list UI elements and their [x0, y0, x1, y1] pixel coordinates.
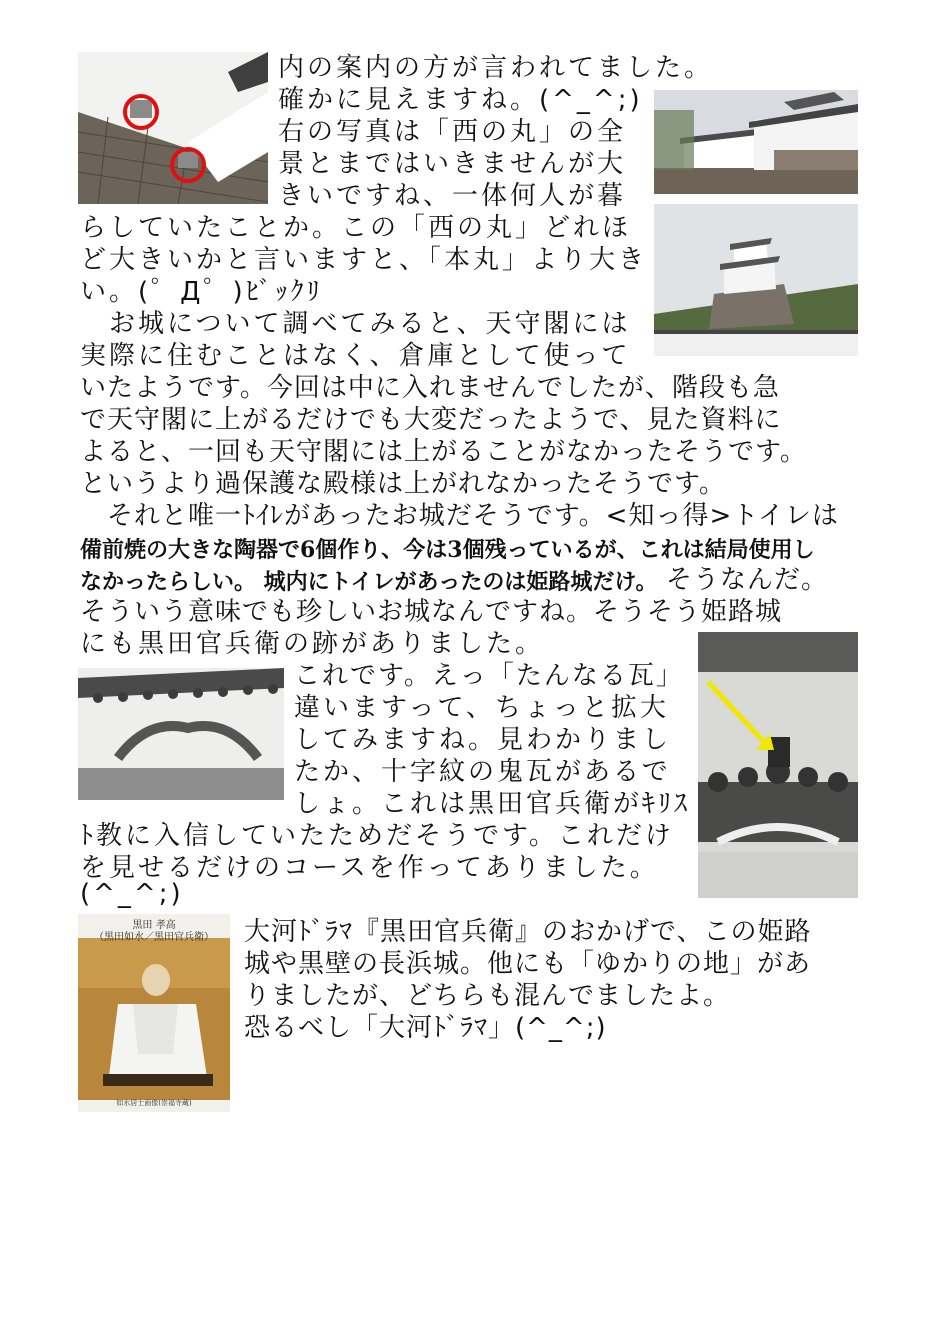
- text-line: たか、十字紋の鬼瓦があるで: [294, 757, 671, 787]
- portrait-title-block: [78, 920, 230, 944]
- text-line: 城や黒壁の長浜城。他にも「ゆかりの地」があ: [244, 949, 812, 979]
- roof-tiles-photo: [78, 668, 284, 800]
- cross-tile-closeup-photo: [698, 632, 858, 898]
- text-line: 備前焼の大きな陶器で6個作り、今は3個残っているが、これは結局使用し: [80, 537, 815, 563]
- text-line: きいですね、一体何人が暮: [278, 181, 627, 211]
- text-line: ﾄ教に入信していたためだそうです。これだけ: [80, 821, 674, 851]
- text-line: 大河ﾄﾞﾗﾏ『黒田官兵衛』のおかげで、この姫路: [244, 917, 812, 947]
- nishinomaru-photo: [654, 90, 858, 194]
- text-line: してみますね。見わかりまし: [294, 725, 672, 755]
- tenshu-view-photo: [654, 204, 858, 356]
- text-line: いたようです。今回は中に入れませんでしたが、階段も急: [80, 373, 780, 403]
- text-line: しょ。これは黒田官兵衛がｷﾘｽ: [294, 789, 691, 819]
- text-line: で天守閣に上がるだけでも大変だったようで、見た資料に: [80, 405, 782, 435]
- portrait-credit: 如水居士画像(崇福寺蔵): [116, 1099, 192, 1107]
- text-line: 実際に住むことはなく、倉庫として使って: [80, 341, 631, 371]
- text-line: ど大きいかと言いますと、「本丸」より大き: [80, 245, 648, 275]
- text-line: を見せるだけのコースを作ってありました。: [80, 853, 659, 883]
- text-line: らしていたことか。この「西の丸」どれほ: [80, 213, 632, 243]
- text-line: 内の案内の方が言われてました。: [278, 53, 714, 83]
- text-line: い。(゜Д゜)ﾋﾞｯｸﾘ: [80, 277, 323, 307]
- text-line: 景とまではいきませんが大: [278, 149, 627, 179]
- text-line: これです。えっ「たんなる瓦」: [294, 661, 684, 691]
- kuroda-portrait: [78, 914, 230, 1112]
- castle-wall-photo: [78, 52, 268, 204]
- text-line: それと唯一ﾄｲﾚがあったお城だそうです。<知っ得>トイレは: [80, 501, 839, 531]
- text-line: (^_^;): [80, 879, 184, 909]
- portrait-title: 黒田 孝高: [132, 920, 176, 931]
- text-line: お城について調べてみると、天守閣には: [80, 309, 631, 339]
- text-line: 右の写真は「西の丸」の全: [278, 117, 627, 147]
- text-line: よると、一回も天守閣には上がることがなかったそうです。: [80, 437, 807, 467]
- text-line: 確かに見えますね。(^_^;): [278, 85, 643, 115]
- text-line: 違いますって、ちょっと拡大: [294, 693, 669, 723]
- text-line: 恐るべし「大河ﾄﾞﾗﾏ」(^_^;): [244, 1013, 607, 1043]
- text-line: なかったらしい。 城内にトイレがあったのは姫路城だけ。: [80, 569, 658, 595]
- text-line: にも黒田官兵衛の跡がありました。: [80, 629, 545, 659]
- text-line: というより過保護な殿様は上がれなかったそうです。: [80, 469, 726, 499]
- text-line: そうなんだ。: [666, 565, 829, 595]
- text-line: りましたが、どちらも混んでましたよ。: [244, 981, 731, 1011]
- portrait-subtitle: （黒田如水／黒田官兵衛）: [94, 932, 214, 943]
- text-line: そういう意味でも珍しいお城なんですね。そうそう姫路城: [80, 597, 783, 627]
